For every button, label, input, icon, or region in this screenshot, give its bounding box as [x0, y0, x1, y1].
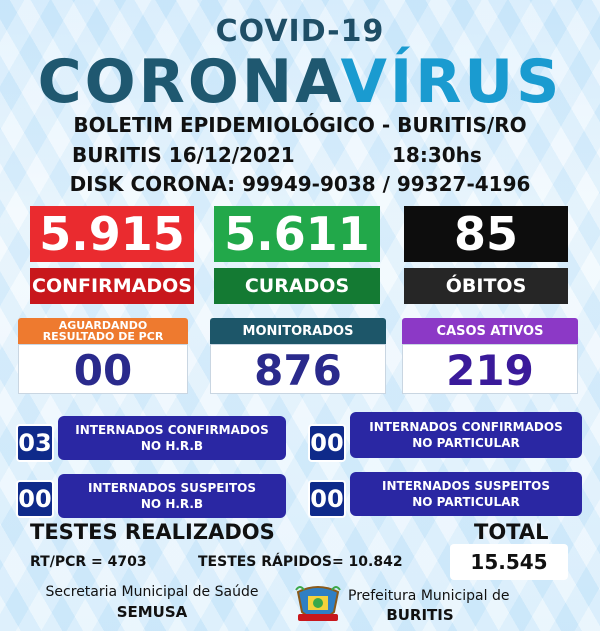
internados-susp-part-line1: INTERNADOS SUSPEITOS [382, 479, 550, 493]
total-tests-value: 15.545 [450, 544, 568, 580]
casos-ativos-label: CASOS ATIVOS [402, 318, 578, 344]
obitos-label: ÓBITOS [404, 268, 568, 304]
aguardando-pcr-label: AGUARDANDO RESULTADO DE PCR [18, 318, 188, 344]
confirmados-value: 5.915 [30, 206, 194, 262]
monitorados-label: MONITORADOS [210, 318, 386, 344]
confirmados-label: CONFIRMADOS [30, 268, 194, 304]
internados-susp-part-line2: NO PARTICULAR [412, 495, 520, 509]
rtpcr-count: RT/PCR = 4703 [30, 554, 147, 570]
internados-susp-part-count: 00 [308, 480, 346, 518]
bulletin-date: BURITIS 16/12/2021 [72, 143, 295, 167]
municipal-crest-icon [294, 582, 342, 626]
internados-conf-hrb-line2: NO H.R.B [140, 439, 204, 453]
internados-conf-hrb-box [58, 416, 286, 460]
monitorados-card [210, 318, 386, 394]
internados-susp-hrb-box [58, 474, 286, 518]
testes-rapidos-count: TESTES RÁPIDOS= 10.842 [198, 554, 403, 570]
aguardando-pcr-value: 00 [18, 344, 188, 394]
prefeitura-text: Prefeitura Municipal de [348, 588, 510, 604]
casos-ativos-value: 219 [402, 344, 578, 394]
internados-susp-hrb-count: 00 [16, 480, 54, 518]
obitos-card [404, 206, 568, 304]
testes-realizados-title: TESTES REALIZADOS [30, 520, 275, 544]
internados-conf-part-line1: INTERNADOS CONFIRMADOS [369, 420, 563, 434]
total-label: TOTAL [474, 520, 549, 544]
internados-susp-hrb-line2: NO H.R.B [140, 497, 204, 511]
semusa-text: SEMUSA [116, 603, 188, 621]
curados-label: CURADOS [214, 268, 380, 304]
buritis-text: BURITIS [386, 606, 454, 624]
obitos-value: 85 [404, 206, 568, 262]
aguardando-pcr-card [18, 318, 188, 394]
internados-conf-part-count: 00 [308, 424, 346, 462]
internados-conf-hrb-count: 03 [16, 424, 54, 462]
internados-conf-hrb-line1: INTERNADOS CONFIRMADOS [75, 423, 269, 437]
monitorados-value: 876 [210, 344, 386, 394]
internados-susp-hrb-line1: INTERNADOS SUSPEITOS [88, 481, 256, 495]
curados-card [214, 206, 380, 304]
secretaria-text: Secretaria Municipal de Saúde [45, 584, 259, 600]
bulletin-time: 18:30hs [392, 143, 482, 167]
corona-text: CORONA [37, 47, 341, 117]
coronavirus-title [0, 47, 600, 117]
internados-susp-part-box [350, 472, 582, 516]
casos-ativos-card [402, 318, 578, 394]
internados-conf-part-box [350, 412, 582, 458]
curados-value: 5.611 [214, 206, 380, 262]
virus-text: VÍRUS [340, 47, 563, 117]
bulletin-title: BOLETIM EPIDEMIOLÓGICO - BURITIS/RO [73, 113, 527, 137]
confirmados-card [30, 206, 194, 304]
internados-conf-part-line2: NO PARTICULAR [412, 436, 520, 450]
disk-corona-phones: DISK CORONA: 99949-9038 / 99327-4196 [69, 172, 531, 196]
covid-title: COVID-19 [215, 14, 385, 49]
